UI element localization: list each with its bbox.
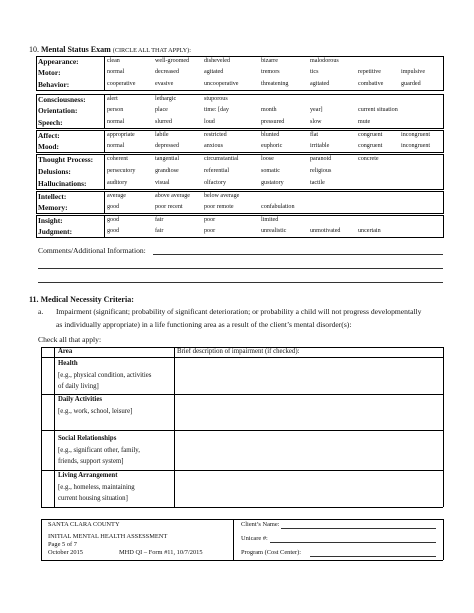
mse-label: Delusions: <box>38 167 71 176</box>
mse-option[interactable]: poor recent <box>155 204 183 210</box>
mse-option[interactable]: time: [day <box>204 107 229 113</box>
mse-option[interactable]: coherent <box>107 156 128 162</box>
mse-label: Appearance: <box>38 57 79 66</box>
mse-option[interactable]: olfactory <box>204 180 226 186</box>
client-name-label: Client’s Name: <box>241 521 280 528</box>
comments-line-3[interactable] <box>38 282 443 283</box>
mnc-title: Medical Necessity Criteria: <box>40 295 134 304</box>
living-arrangement-checkbox[interactable] <box>42 471 53 506</box>
mse-option[interactable]: mute <box>358 119 371 125</box>
mse-option[interactable]: depressed <box>155 143 180 149</box>
mse-option[interactable]: poor <box>204 217 216 223</box>
mse-option[interactable]: malodorous <box>310 58 339 64</box>
living-arrangement-sub2: current housing situation] <box>58 495 128 502</box>
mse-option[interactable]: anxious <box>204 143 223 149</box>
living-arrangement-description-field[interactable] <box>176 471 442 506</box>
mse-option[interactable]: visual <box>155 180 170 186</box>
footer-page: Page 5 of 7 <box>48 541 77 548</box>
mse-option[interactable]: somatic <box>261 168 280 174</box>
health-sub2: of daily living] <box>58 383 99 390</box>
unicare-label: Unicare #: <box>241 535 268 542</box>
comments-line-2[interactable] <box>38 268 443 269</box>
mse-option[interactable]: month <box>261 107 277 113</box>
mse-group-divider <box>104 94 105 129</box>
social-relationships-description-field[interactable] <box>176 431 442 469</box>
mse-option[interactable]: tics <box>310 69 319 75</box>
col-area-header: Area <box>58 348 73 355</box>
program-label: Program (Cost Center): <box>241 549 301 556</box>
living-arrangement-sub1: [e.g., homeless, maintaining <box>58 484 135 491</box>
mse-option[interactable]: restricted <box>204 132 227 138</box>
footer-form-id: MHD QI – Form #11, 10/7/2015 <box>119 549 203 556</box>
mse-group-box <box>36 191 444 214</box>
mse-option[interactable]: referential <box>204 168 230 174</box>
check-all-label: Check all that apply: <box>38 335 102 344</box>
mse-group-box <box>36 215 444 238</box>
health-sub1: [e.g., physical condition, activities <box>58 372 152 379</box>
mse-option[interactable]: agitated <box>310 81 330 87</box>
mse-option[interactable]: normal <box>107 69 125 75</box>
mse-option[interactable]: appropriate <box>107 132 135 138</box>
mse-option[interactable]: threatening <box>261 81 289 87</box>
mse-option[interactable]: circumstantial <box>204 156 239 162</box>
mse-label: Mood: <box>38 142 59 151</box>
mse-option[interactable]: tremors <box>261 69 280 75</box>
daily-activities-title: Daily Activities <box>58 396 102 403</box>
mse-option[interactable]: blunted <box>261 132 280 138</box>
mse-option[interactable]: grandiose <box>155 168 179 174</box>
health-checkbox[interactable] <box>42 358 53 393</box>
mse-option[interactable]: bizarre <box>261 58 278 64</box>
mse-option[interactable]: fair <box>155 217 164 223</box>
mse-group-box <box>36 154 444 190</box>
mse-option[interactable]: loose <box>261 156 274 162</box>
daily-activities-checkbox[interactable] <box>42 395 53 429</box>
mse-option[interactable]: evasive <box>155 81 174 87</box>
mse-option[interactable]: pressured <box>261 119 285 125</box>
mse-group-divider <box>104 130 105 153</box>
mse-group-divider <box>104 56 105 91</box>
social-relationships-sub2: friends, support system] <box>58 458 124 465</box>
mse-label: Thought Process: <box>38 155 94 164</box>
mse-group-box <box>36 56 444 91</box>
mse-option[interactable]: paranoid <box>310 156 332 162</box>
mse-number: 10. <box>29 45 39 54</box>
mse-option[interactable]: poor <box>204 228 216 234</box>
mse-label: Behavior: <box>38 80 70 89</box>
mse-option[interactable]: good <box>107 217 120 223</box>
footer-county: SANTA CLARA COUNTY <box>48 521 120 528</box>
mse-header <box>29 45 191 54</box>
client-name-field[interactable] <box>281 528 436 529</box>
mse-label: Memory: <box>38 203 68 212</box>
mse-option[interactable]: alert <box>107 96 118 102</box>
mse-option[interactable]: gustatory <box>261 180 284 186</box>
mse-option[interactable]: congruent <box>358 143 383 149</box>
daily-activities-sub1: [e.g., work, school, leisure] <box>58 408 133 415</box>
mse-option[interactable]: decreased <box>155 69 180 75</box>
mse-option[interactable]: normal <box>107 143 125 149</box>
mse-note: (CIRCLE ALL THAT APPLY): <box>112 47 191 54</box>
mse-group-divider <box>104 215 105 238</box>
mse-option[interactable]: impulsive <box>401 69 426 75</box>
mnc-number: 11. <box>29 295 39 304</box>
daily-activities-description-field[interactable] <box>176 395 442 429</box>
mse-option[interactable]: flat <box>310 132 319 138</box>
mse-option[interactable]: repetitive <box>358 69 382 75</box>
mse-option[interactable]: year] <box>310 107 323 113</box>
health-description-field[interactable] <box>176 358 442 393</box>
mse-option[interactable]: good <box>107 228 120 234</box>
mnc-header <box>29 295 134 304</box>
mse-option[interactable]: concrete <box>358 156 379 162</box>
mnc-item-a-letter: a. <box>38 307 44 316</box>
mse-option[interactable]: limited <box>261 217 279 223</box>
mse-option[interactable]: euphoric <box>261 143 283 149</box>
mse-label: Speech: <box>38 118 63 127</box>
mse-option[interactable]: disheveled <box>204 58 231 64</box>
unicare-field[interactable] <box>270 542 436 543</box>
mse-option[interactable]: incongruent <box>401 143 431 149</box>
mse-option[interactable]: slurred <box>155 119 172 125</box>
mse-option[interactable]: good <box>107 204 120 210</box>
mse-option[interactable]: fair <box>155 228 164 234</box>
mse-option[interactable]: irritable <box>310 143 330 149</box>
mnc-item-a-line1: Impairment (significant; probability of significant deterioration; or probability a child will not progress developmentally <box>56 307 422 316</box>
mse-option[interactable]: uncertain <box>358 228 381 234</box>
mse-label: Consciousness: <box>38 95 86 104</box>
mse-option[interactable]: unmotivated <box>310 228 341 234</box>
col-desc-header: Brief description of impairment (if checked): <box>177 348 300 355</box>
comments-line-1[interactable] <box>153 254 443 255</box>
mse-option[interactable]: combative <box>358 81 384 87</box>
social-relationships-sub1: [e.g., significant other, family, <box>58 447 140 454</box>
mse-option[interactable]: guarded <box>401 81 421 87</box>
mse-option[interactable]: lethargic <box>155 96 177 102</box>
mse-option[interactable]: above average <box>155 193 191 199</box>
mse-group-divider <box>104 191 105 214</box>
mse-option[interactable]: congruent <box>358 132 383 138</box>
mnc-item-a-line2: as individually appropriate) in a life functioning area as a result of the client’s mental disorder(s): <box>56 320 352 329</box>
mse-option[interactable]: unrealistic <box>261 228 287 234</box>
mse-group-box <box>36 130 444 153</box>
mse-option[interactable]: cooperative <box>107 81 136 87</box>
living-arrangement-title: Living Arrangement <box>58 472 118 479</box>
mse-option[interactable]: incongruent <box>401 132 431 138</box>
footer-form-title: INITIAL MENTAL HEALTH ASSESSMENT <box>48 533 168 540</box>
mse-option[interactable]: tactile <box>310 180 325 186</box>
health-title: Health <box>58 360 78 367</box>
mse-label: Insight: <box>38 216 63 225</box>
mse-label: Judgment: <box>38 227 73 236</box>
mse-label: Hallucinations: <box>38 179 87 188</box>
mse-option[interactable]: place <box>155 107 168 113</box>
mse-option[interactable]: loud <box>204 119 215 125</box>
mse-option[interactable]: uncooperative <box>204 81 239 87</box>
footer-date: October 2015 <box>48 549 83 556</box>
mse-option[interactable]: below average <box>204 193 240 199</box>
comments-label: Comments/Additional Information: <box>38 246 146 255</box>
mse-group-box <box>36 94 444 129</box>
mse-label: Intellect: <box>38 192 67 201</box>
social-relationships-checkbox[interactable] <box>42 431 53 469</box>
mse-option[interactable]: current situation <box>358 107 398 113</box>
mse-option[interactable]: clean <box>107 58 120 64</box>
mse-option[interactable]: person <box>107 107 124 113</box>
mse-option[interactable]: labile <box>155 132 169 138</box>
mse-option[interactable]: confabulation <box>261 204 295 210</box>
social-relationships-title: Social Relationships <box>58 435 117 442</box>
mse-option[interactable]: tangential <box>155 156 180 162</box>
mse-option[interactable]: poor remote <box>204 204 234 210</box>
mse-label: Orientation: <box>38 106 78 115</box>
mse-option[interactable]: normal <box>107 119 125 125</box>
mse-group-divider <box>104 154 105 190</box>
mse-title: Mental Status Exam <box>41 45 111 54</box>
mse-option[interactable]: agitated <box>204 69 224 75</box>
mse-option[interactable]: slow <box>310 119 322 125</box>
mse-option[interactable]: well-groomed <box>155 58 190 64</box>
mse-option[interactable]: religious <box>310 168 332 174</box>
mse-option[interactable]: persecutory <box>107 168 136 174</box>
mse-option[interactable]: auditory <box>107 180 128 186</box>
mse-option[interactable]: stuporous <box>204 96 228 102</box>
program-field[interactable] <box>310 556 436 557</box>
mse-option[interactable]: average <box>107 193 126 199</box>
mse-label: Motor: <box>38 68 61 77</box>
mse-label: Affect: <box>38 131 60 140</box>
